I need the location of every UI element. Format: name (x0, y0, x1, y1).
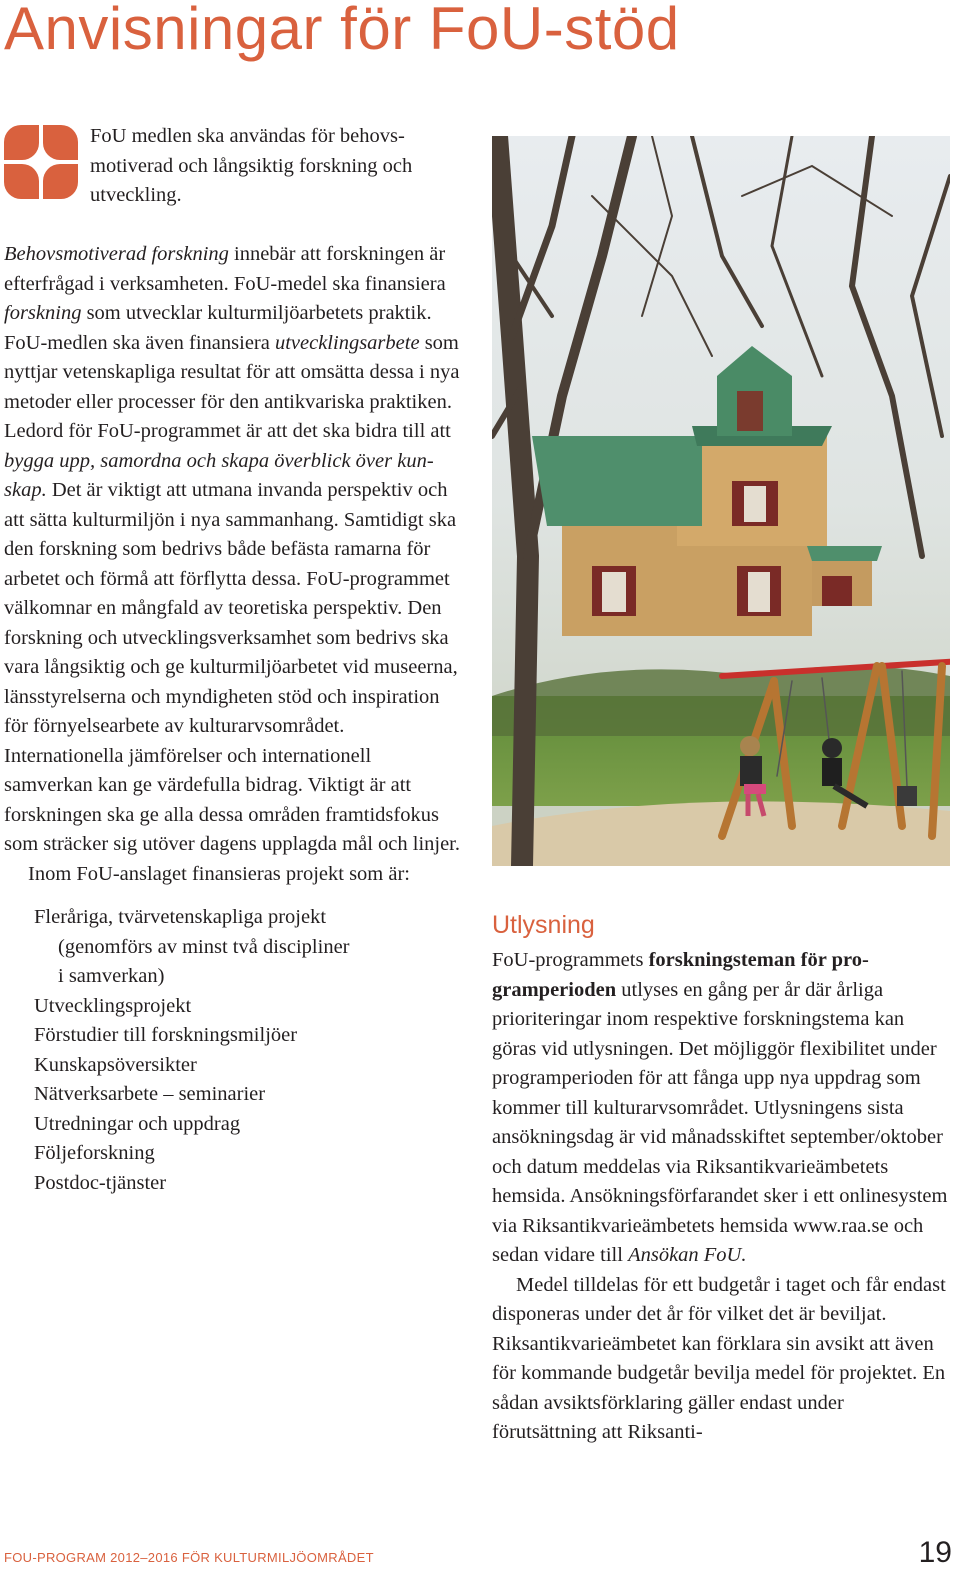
body-paragraph (4, 240, 464, 860)
footer-publication: FOU-PROGRAM 2012–2016 FÖR KULTURMILJÖOMRÅDET (4, 1550, 374, 1565)
section-paragraph (492, 946, 950, 1271)
list-item: Utredningar och uppdrag (34, 1112, 241, 1135)
park-house-photo (492, 136, 950, 866)
left-column (4, 240, 464, 1198)
page-title: Anvisningar för FoU-stöd (4, 0, 680, 62)
text-run: forskningsteman för programperioden (492, 949, 869, 1001)
list-intro: Inom FoU-anslaget finansieras projekt som är: (28, 862, 411, 885)
text-run: som utvecklar kulturmiljöarbetets praktik. FoU-medlen ska även finansiera (4, 302, 432, 354)
list-item: Fleråriga, tvärvetenskapliga projekt (34, 906, 327, 928)
text-run: bygga upp, samordna och skapa överblick över kunskap. (4, 449, 434, 501)
section-heading: Utlysning (492, 911, 595, 939)
text-run: utvecklingsarbete (274, 331, 420, 354)
text-run: innebär att forskningen är efterfrågad i verksamheten. FoU-medel ska finansiera (4, 243, 446, 295)
text-run: forskning (4, 302, 82, 324)
list-item: Kunskapsöversikter (34, 1053, 197, 1076)
list-item: i samverkan) (58, 965, 165, 987)
list-item: Postdoc-tjänster (34, 1171, 167, 1194)
text-run: Det är viktigt att utmana invanda perspektiv och att sätta kulturmiljön i nya sammanhang. Samtidigt ska den forskning som bedrivs både befästa ramarna för arbetet och förmå att förflytta dessa. FoU-programmet välkomnar en mångfald av teoretiska perspektiv. Den forskning och utvecklingsverksamhet som bedrivs ska vara långsiktig och ge kulturmiljöarbetet vid museerna, länsstyrelserna och myndigheten stöd och inspiration för förnyelsearbete av kulturarvsområdet. Internationella jämförelser och internationell samverkan kan ge värdefulla bidrag. Viktigt är att forskningen ska ge alla dessa områden framtidsfokus som sträcker sig utöver dagens upplagda mål och linjer. (4, 479, 461, 855)
section-paragraph-2: Medel tilldelas för ett budgetår i taget och får endast disponeras under det år för vilket det är beviljat. Riksantikvarieämbetet kan förklara sin avsikt att även för kommande budgetår bevilja medel för projektet. En sådan avsiktsförklaring gäller endast under förutsättning att Riksanti- (492, 1273, 946, 1443)
text-run: FoU-programmets (492, 949, 649, 971)
text-run: Ansökan FoU. (628, 1244, 747, 1266)
text-run: som nyttjar vetenskapliga resultat för att omsätta dessa i nya metoder eller processer för den antikvariska praktiken. Ledord för FoU-programmet är att det ska bidra till att (4, 331, 460, 442)
text-run: Behovsmotiverad forskning (4, 243, 229, 265)
list-item: Förstudier till forskningsmiljöer (34, 1024, 298, 1046)
intro-text: FoU medlen ska användas för behovsmotiverad och långsiktig forskning och utveckling. (90, 125, 413, 206)
list-item: Nätverksarbete – seminarier (34, 1083, 266, 1105)
project-type-list (34, 903, 464, 1198)
list-item: Följeforskning (34, 1142, 155, 1164)
list-item: Utvecklingsprojekt (34, 994, 192, 1017)
page-number: 19 (918, 1536, 952, 1569)
right-column (492, 908, 950, 1448)
list-item: (genomförs av minst två discipliner (58, 935, 350, 958)
clover-logo-icon (4, 125, 78, 199)
text-run: utlyses en gång per år där årliga prioriteringar inom respektive forskningstema kan göras vid utlysningen. Det möjliggör flexibilitet under programperioden för att fånga upp nya uppdrag som kommer till kulturarvsområdet. Utlysningens sista ansökningsdag är vid månadsskiftet september/oktober och datum meddelas via Riksantikvarieämbetets hemsida. Ansökningsförfarandet sker i ett onlinesystem via Riksantikvarieämbetets hemsida www.raa.se och sedan vidare till (492, 978, 948, 1266)
